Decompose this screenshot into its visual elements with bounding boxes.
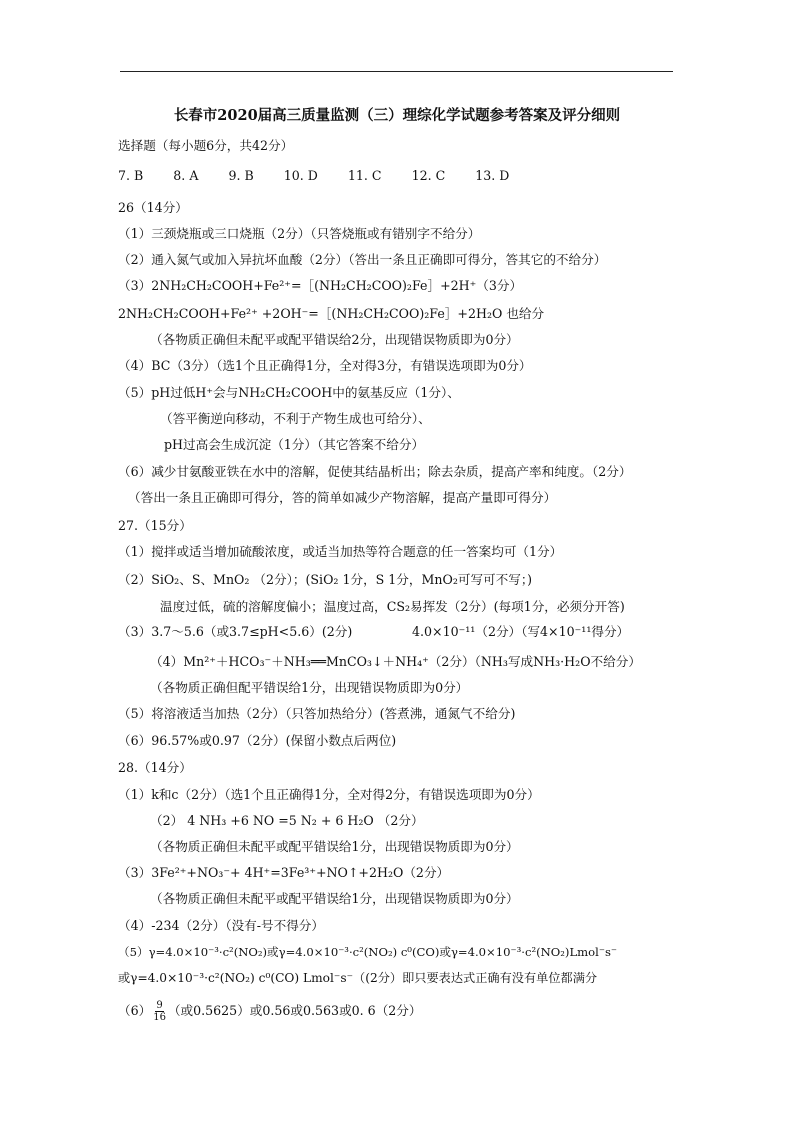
q26-line: pH过高会生成沉淀（1分）（其它答案不给分）: [164, 437, 425, 452]
fraction-9-16: [153, 1000, 166, 1023]
fraction-numerator: 9: [156, 1000, 163, 1011]
q28-line: （4）-234（2分）（没有-号不得分）: [118, 918, 324, 933]
q26-line: （5）pH过低H⁺会与NH₂CH₂COOH中的氨基反应（1分）、: [118, 385, 460, 400]
q28-line-6-suffix: （或0.5625）或0.56或0.563或0. 6（2分）: [167, 1003, 422, 1018]
answer-7: 7. B: [118, 168, 144, 183]
page-title: 长春市2020届高三质量监测（三）理综化学试题参考答案及评分细则: [173, 107, 621, 124]
answer-11: 11. C: [347, 168, 382, 183]
q27-line: （1）搅拌或适当增加硫酸浓度，或适当加热等符合题意的任一答案均可（1分）: [118, 544, 563, 559]
q26-note: （答平衡逆向移动，不利于产物生成也可给分）、: [160, 411, 431, 426]
q26-line: （2）通入氮气或加入异抗坏血酸（2分）（答出一条且正确即可得分，答其它的不给分）: [118, 252, 607, 267]
answer-8: 8. A: [173, 168, 199, 183]
q28-line: 或γ=4.0×10⁻³·c²(NO₂) c⁰(CO) Lmol⁻s⁻（(2分）即只要表达式正确有没有单位都满分: [118, 971, 598, 985]
q27-line: （5）将溶液适当加热（2分）（只答加热给分）(答煮沸，通氮气不给分): [118, 706, 516, 721]
q28-line: （1）k和c（2分）（选1个且正确得1分，全对得2分，有错误选项即为0分）: [118, 787, 540, 802]
q28-note: （各物质正确但未配平或配平错误给1分，出现错误物质即为0分）: [150, 839, 519, 854]
q28-line: （2） 4 NH₃ +6 NO =5 N₂ + 6 H₂O （2分）: [150, 813, 424, 828]
answer-12: 12. C: [411, 168, 446, 183]
q27-line: 温度过低，硫的溶解度偏小；温度过高，CS₂易挥发（2分）(每项1分，必须分开答): [160, 599, 625, 614]
answer-9: 9. B: [228, 168, 254, 183]
top-rule: [120, 71, 673, 72]
q26-note: （各物质正确但未配平或配平错误给2分，出现错误物质即为0分）: [150, 332, 519, 347]
q26-line: （1）三颈烧瓶或三口烧瓶（2分）（只答烧瓶或有错别字不给分）: [118, 226, 481, 241]
q27-line: （2）SiO₂、S、MnO₂ （2分）；(SiO₂ 1分，S 1分，MnO₂可写可不写；): [118, 572, 533, 587]
fraction-denominator: 16: [153, 1012, 166, 1023]
q26-line: 2NH₂CH₂COOH+Fe²⁺ +2OH⁻=［(NH₂CH₂COO)₂Fe］+2H₂O 也给分: [118, 306, 545, 321]
mcq-answers: [118, 168, 535, 184]
q28-line: （3）3Fe²⁺+NO₃⁻+ 4H⁺=3Fe³⁺+NO↑+2H₂O（2分）: [118, 865, 450, 880]
q27-header: 27.（15分）: [118, 518, 192, 533]
mcq-header: 选择题（每小题6分，共42分）: [118, 138, 294, 153]
q27-line: （4）Mn²⁺＋HCO₃⁻＋NH₃══MnCO₃↓＋NH₄⁺（2分）（NH₃写成NH₃·H₂O不给分）: [150, 654, 641, 669]
q27-line: （6）96.57%或0.97（2分）(保留小数点后两位): [118, 733, 397, 748]
q27-note: （各物质正确但配平错误给1分，出现错误物质即为0分）: [150, 680, 469, 695]
q26-header: 26（14分）: [118, 200, 188, 215]
q27-line-ksp: 4.0×10⁻¹¹（2分）（写4×10⁻¹¹得分）: [412, 624, 630, 639]
answer-10: 10. D: [283, 168, 318, 183]
q26-line: （4）BC（3分）（选1个且正确得1分，全对得3分，有错误选项即为0分）: [118, 358, 532, 373]
q28-line-6-prefix: （6）: [118, 1003, 152, 1018]
q26-line: （3）2NH₂CH₂COOH+Fe²⁺=［(NH₂CH₂COO)₂Fe］+2H⁺（3分）: [118, 278, 523, 293]
q27-line: （3）3.7～5.6（或3.7≤pH<5.6）(2分): [118, 624, 353, 639]
q26-line: （6）减少甘氨酸亚铁在水中的溶解，促使其结晶析出；除去杂质，提高产率和纯度。（2分）: [118, 464, 632, 479]
q28-line: （5）γ=4.0×10⁻³·c²(NO₂)或γ=4.0×10⁻³·c²(NO₂) c⁰(CO)或γ=4.0×10⁻³·c²(NO₂)Lmol⁻s⁻: [118, 945, 618, 959]
q28-header: 28.（14分）: [118, 760, 192, 775]
q28-line-6: [118, 1000, 422, 1023]
q28-note: （各物质正确但未配平或配平错误给1分，出现错误物质即为0分）: [150, 891, 519, 906]
q26-note: （答出一条且正确即可得分，答的简单如减少产物溶解，提高产量即可得分）: [128, 490, 557, 505]
answer-13: 13. D: [475, 168, 510, 183]
